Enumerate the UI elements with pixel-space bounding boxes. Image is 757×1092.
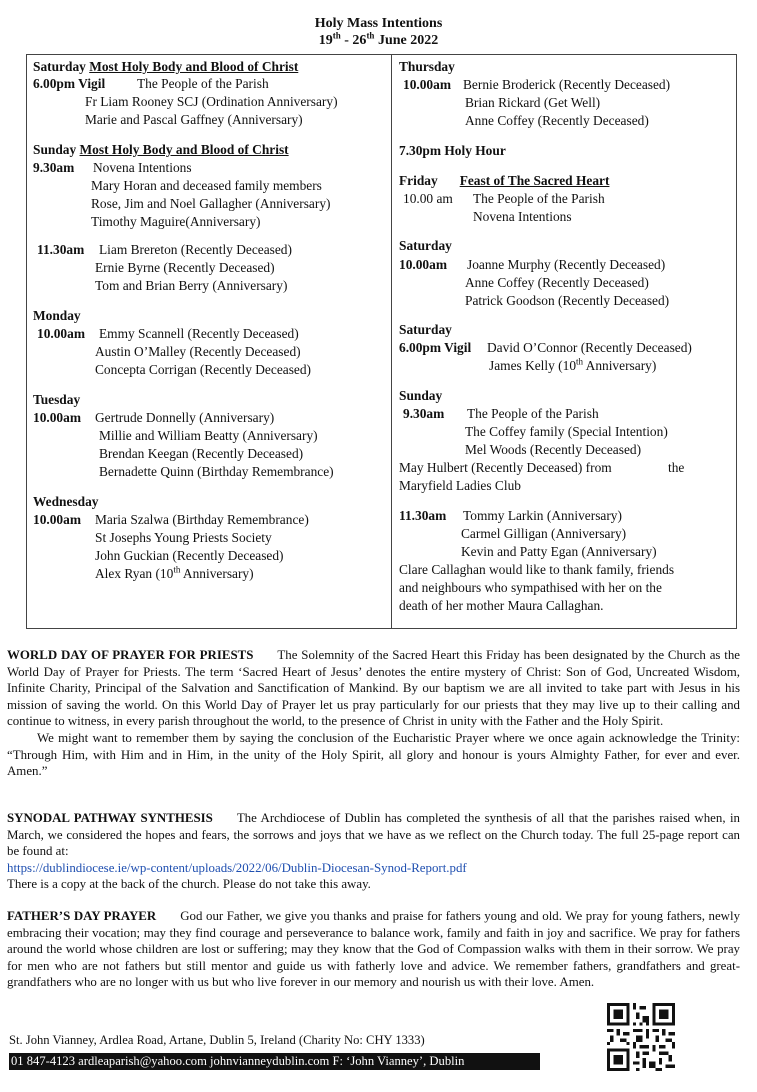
day-heading: Tuesday — [33, 392, 81, 407]
intention: The People of the Parish — [467, 406, 599, 421]
section-text: We might want to remember them by saying the conclusion of the Eucharistic Prayer where we once again acknowledge the Trinity: “Through Him, with Him and in Him, in the unity of the Holy Spirit, all glory and honour is yours Almighty Father, for ever and ever. Amen.” — [7, 730, 740, 779]
intention: Novena Intentions — [93, 160, 192, 175]
mass-time: 10.00am — [37, 326, 85, 341]
mass-time: 11.30am — [37, 242, 85, 257]
intention: the — [668, 460, 685, 475]
intention: The People of the Parish — [137, 76, 269, 91]
intention: Brian Rickard (Get Well) — [465, 95, 601, 110]
intention: May Hulbert (Recently Deceased) from — [399, 460, 612, 475]
intention: Alex Ryan (10th Anniversary) — [95, 564, 254, 581]
intention: Gertrude Donnelly (Anniversary) — [95, 410, 275, 425]
intention: Carmel Gilligan (Anniversary) — [461, 526, 627, 541]
priests-section — [7, 647, 740, 780]
mass-time: 10.00 am — [403, 191, 453, 206]
intention: Timothy Maguire(Anniversary) — [91, 214, 261, 229]
holy-hour: 7.30pm Holy Hour — [399, 143, 506, 158]
mass-time: 10.00am — [33, 410, 81, 425]
date-range: 19th - 26th June 2022 — [318, 30, 439, 48]
intention: Fr Liam Rooney SCJ (Ordination Anniversary) — [85, 94, 338, 109]
intention: Brendan Keegan (Recently Deceased) — [99, 446, 304, 461]
day-heading: Friday Feast of The Sacred Heart — [399, 173, 610, 188]
intention: Novena Intentions — [473, 209, 572, 224]
intention: Maryfield Ladies Club — [399, 478, 521, 493]
day-heading: Wednesday — [33, 494, 99, 509]
day-heading: Thursday — [399, 59, 455, 74]
schedule-right-column — [391, 55, 736, 628]
intention: Tommy Larkin (Anniversary) — [463, 508, 622, 523]
section-text: The Archdiocese of Dublin has completed the synthesis of all that the parishes raised when, in March, we considered the hopes and fears, the sorrows and joys that we have as we reflect on the Church today. The full 25-page report can be found at: — [7, 811, 740, 859]
intention: David O’Connor (Recently Deceased) — [487, 340, 692, 355]
intention: Mary Horan and deceased family members — [91, 178, 322, 193]
intention: The Coffey family (Special Intention) — [465, 424, 668, 439]
intention: St Josephs Young Priests Society — [95, 530, 272, 545]
fathers-day-section — [7, 908, 740, 991]
intention: Ernie Byrne (Recently Deceased) — [95, 260, 275, 275]
intention: Millie and William Beatty (Anniversary) — [99, 428, 318, 443]
qr-code-icon — [607, 1003, 675, 1071]
intention: Anne Coffey (Recently Deceased) — [465, 113, 649, 128]
intention: James Kelly (10th Anniversary) — [489, 356, 657, 373]
mass-schedule-table — [26, 54, 737, 629]
intention: Joanne Murphy (Recently Deceased) — [467, 257, 666, 272]
intention: Patrick Goodson (Recently Deceased) — [465, 293, 670, 308]
intention: The People of the Parish — [473, 191, 605, 206]
day-heading: Monday — [33, 308, 81, 323]
synod-section — [7, 810, 740, 893]
intention: Bernadette Quinn (Birthday Remembrance) — [99, 464, 334, 479]
page-title: Holy Mass Intentions 19th - 26th June 2022 — [0, 15, 757, 49]
intention: Kevin and Patty Egan (Anniversary) — [461, 544, 657, 559]
day-heading: Sunday Most Holy Body and Blood of Christ — [33, 142, 289, 157]
intention: Concepta Corrigan (Recently Deceased) — [95, 362, 312, 377]
thanks-note: death of her mother Maura Callaghan. — [399, 598, 604, 613]
day-heading: Saturday Most Holy Body and Blood of Christ — [33, 59, 299, 74]
section-heading: WORLD DAY OF PRAYER FOR PRIESTS — [7, 648, 254, 662]
mass-time: 10.00am — [33, 512, 81, 527]
intention: Liam Brereton (Recently Deceased) — [99, 242, 292, 257]
intention: Austin O’Malley (Recently Deceased) — [95, 344, 301, 359]
mass-time: 6.00pm Vigil — [33, 76, 106, 91]
intention: Mel Woods (Recently Deceased) — [465, 442, 642, 457]
day-heading: Sunday — [399, 388, 443, 403]
intention: Rose, Jim and Noel Gallagher (Anniversary) — [91, 196, 331, 211]
mass-time: 9.30am — [33, 160, 75, 175]
section-heading: SYNODAL PATHWAY SYNTHESIS — [7, 811, 213, 825]
section-text: There is a copy at the back of the church. Please do not take this away. — [7, 877, 371, 892]
mass-time: 10.00am — [399, 257, 447, 272]
day-heading: Saturday — [399, 322, 452, 337]
section-text: God our Father, we give you thanks and praise for fathers young and old. We pray for young fathers, newly embracing their vocation; may they find courage and perseverance to balance work, family and faith in joy and sacrifice. We pray for fathers around the world whose children are lost or suffering; may they know that the God of Compassion walks with them in their sorrow. We pray for men who are not fathers but still mentor and guide us with fatherly love and advice. We remember fathers, grandfathers and great-grandfathers who are no longer with us but who live forever in our memory and nourish us with their love. Amen. — [7, 909, 741, 990]
parish-address: St. John Vianney, Ardlea Road, Artane, Dublin 5, Ireland (Charity No: CHY 1333) — [9, 1033, 425, 1047]
mass-time: 11.30am — [399, 508, 447, 523]
intention: Anne Coffey (Recently Deceased) — [465, 275, 649, 290]
intention: Maria Szalwa (Birthday Remembrance) — [95, 512, 309, 527]
section-text: The Solemnity of the Sacred Heart this Friday has been designated by the Church as the World Day of Prayer for Priests. The term ‘Sacred Heart of Jesus’ denotes the entire mystery of Christ: Son of God, Uncreated Wisdom, Infinite Charity, Principal of the Salvation and Sanctification of Mankind. By our baptism we are all invited to take part with Jesus in his mission of saving the world. On this World Day of Prayer let us pray particularly for our priests that they may live up to their calling and continue to witness, in every parish throughout the world, to the presence of Christ in unity with the Father and the Holy Spirit. — [7, 648, 741, 729]
thanks-note: Clare Callaghan would like to thank family, friends — [399, 562, 675, 577]
schedule-left-column — [27, 55, 392, 628]
report-link[interactable]: https://dublindiocese.ie/wp-content/uploads/2022/06/Dublin-Diocesan-Synod-Report.pdf — [7, 860, 467, 875]
mass-time: 10.00am — [403, 77, 451, 92]
day-heading: Saturday — [399, 238, 452, 253]
contact-bar[interactable]: 01 847-4123 ardleaparish@yahoo.com johnvianneydublin.com F: ‘John Vianney’, Dublin — [9, 1053, 540, 1070]
intention: John Guckian (Recently Deceased) — [95, 548, 284, 563]
intention: Bernie Broderick (Recently Deceased) — [463, 77, 671, 92]
intention: Emmy Scannell (Recently Deceased) — [99, 326, 299, 341]
mass-time: 9.30am — [403, 406, 445, 421]
section-heading: FATHER’S DAY PRAYER — [7, 909, 157, 923]
intention: Marie and Pascal Gaffney (Anniversary) — [85, 112, 303, 127]
intention: Tom and Brian Berry (Anniversary) — [95, 278, 288, 293]
thanks-note: and neighbours who sympathised with her on the — [399, 580, 662, 595]
mass-time: 6.00pm Vigil — [399, 340, 472, 355]
